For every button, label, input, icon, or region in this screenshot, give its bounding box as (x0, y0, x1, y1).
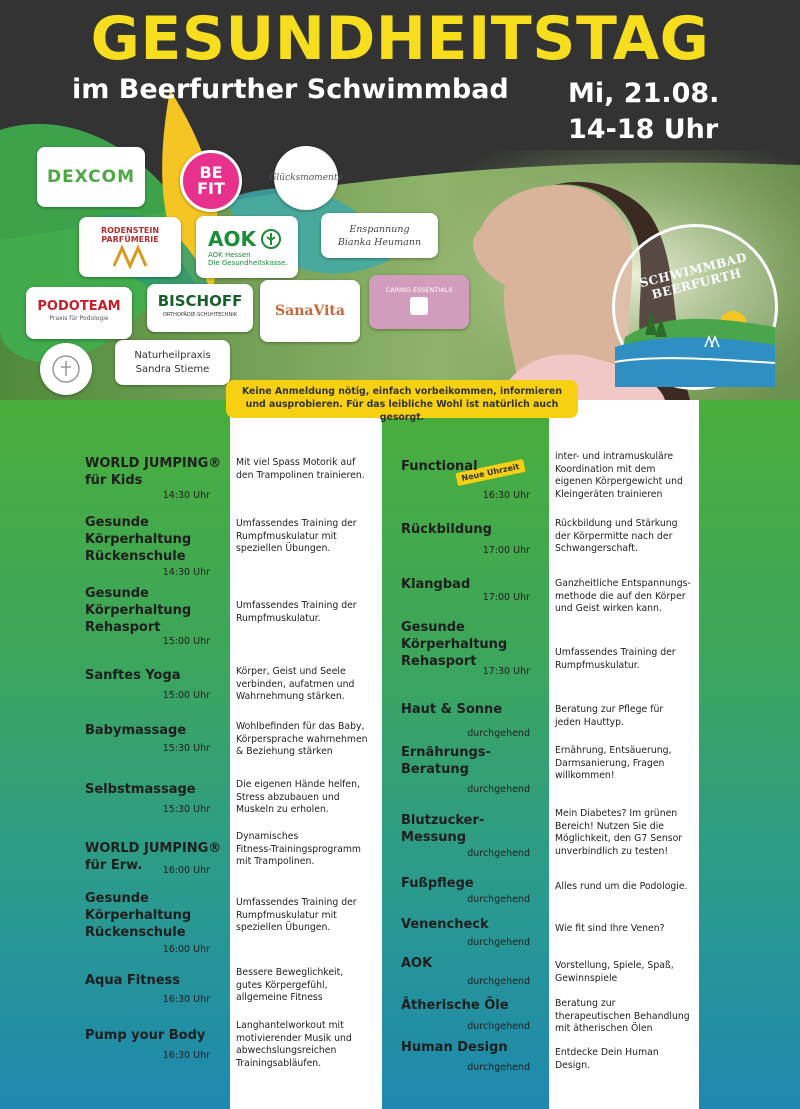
event-name (85, 585, 191, 636)
event-name-line: Körperhaltung (85, 908, 192, 923)
event-description-line: Langhantelworkout mit (236, 1020, 344, 1031)
schwimmbad-badge (612, 224, 778, 390)
schwimmbad-badge-text: SCHWIMMBAD BEERFURTH (638, 250, 749, 302)
event-name-line: Ätherische Öle (401, 998, 509, 1013)
event-name-line: Klangbad (401, 577, 471, 592)
event-time: durchgehend (467, 1062, 530, 1073)
event-description-line: Umfassendes Training der (236, 600, 357, 611)
logo-entspannung-line-1: Enspannung (349, 223, 410, 235)
event-name (401, 812, 484, 846)
event-description-line: Umfassendes Training der (236, 897, 357, 908)
event-description-line: willkommen! (555, 770, 615, 782)
event-description-line: motivierender Musik und (236, 1032, 352, 1044)
event-name-line: Haut & Sonne (401, 702, 503, 717)
event-description (555, 745, 697, 783)
event-description-line: Rückbildung und Stärkung (555, 518, 678, 529)
event-name-line: Rehasport (401, 654, 477, 669)
logo-dexcom (37, 147, 145, 207)
event-name-line: Fußpflege (401, 876, 474, 891)
logo-natur-line-2: Sandra Stieme (135, 363, 210, 375)
logo-dexcom-text: DEXCOM (46, 167, 136, 187)
event-time: 15:00 Uhr (162, 636, 210, 647)
event-description-line: Darmsanierung, Fragen (555, 757, 665, 769)
logo-befit-text-2: FIT (197, 179, 225, 198)
event-description-line: Alles rund um die Podologie. (555, 881, 688, 892)
event-description (555, 960, 697, 985)
logo-caring-essentials (369, 275, 469, 329)
event-description (236, 721, 378, 759)
logo-podoteam-small: Praxis für Podologie (49, 315, 109, 322)
event-name (401, 875, 474, 892)
event-description-line: den Trampolinen trainieren. (236, 469, 365, 481)
event-time: 15:30 Uhr (162, 743, 210, 754)
event-description-line: Rumpfmuskulatur mit (236, 530, 337, 542)
event-time: 14:30 Uhr (162, 567, 210, 578)
event-description (555, 923, 697, 936)
event-description-line: Design. (555, 1059, 591, 1071)
aok-brand-text: AOK (208, 227, 256, 251)
logo-round-small-icon (40, 343, 92, 395)
event-name (401, 576, 470, 593)
event-description-line: speziellen Übungen. (236, 543, 331, 555)
logo-gluecksmomente-text: Glücksmomente (269, 172, 343, 183)
event-name-line: Babymassage (85, 723, 187, 738)
event-name-line: Ernährungs- (401, 745, 491, 760)
event-name (85, 455, 221, 489)
event-description-line: Trainingsabläufen. (236, 1057, 322, 1069)
event-description (236, 967, 378, 1005)
event-name (401, 619, 507, 670)
logo-sanavita (260, 280, 360, 342)
event-description-line: Rumpfmuskulatur mit (236, 909, 337, 921)
event-name-line: Rückenschule (85, 549, 186, 564)
poster-subtitle: im Beerfurther Schwimmbad (72, 74, 509, 105)
event-name-line: Rückbildung (401, 522, 492, 537)
event-description-line: gutes Körpergefühl, (236, 979, 328, 991)
event-name (85, 514, 191, 565)
event-description-line: mit ätherischen Ölen (555, 1023, 653, 1035)
event-time: 17:30 Uhr (482, 666, 530, 677)
event-description-line: methode die auf den Körper (555, 590, 686, 602)
info-notice-line-2: und ausprobieren. Für das leibliche Wohl ist natürlich auch gesorgt. (245, 399, 559, 423)
event-description (236, 600, 378, 625)
event-name-line: Gesunde (85, 586, 149, 601)
event-name-line: Venencheck (401, 917, 489, 932)
event-name-line: Selbstmassage (85, 782, 196, 797)
event-description (555, 881, 697, 894)
event-description-line: Wahrnehmung stärken. (236, 691, 345, 703)
event-description (555, 704, 697, 729)
event-name (401, 955, 432, 972)
event-description-line: inter- und intramuskuläre (555, 451, 674, 462)
event-name-line: Gesunde (85, 515, 149, 530)
event-description (236, 1020, 378, 1070)
event-description-line: mit Trampolinen. (236, 856, 315, 868)
event-name-line: Gesunde (401, 620, 465, 635)
event-name (85, 781, 196, 798)
rodenstein-emblem-icon (110, 244, 150, 268)
aok-tree-icon (261, 229, 281, 249)
event-description-line: der Körpermitte nach der (555, 530, 673, 542)
logo-befit (180, 150, 242, 212)
event-time: 17:00 Uhr (482, 545, 530, 556)
event-description (555, 578, 697, 616)
event-description (236, 831, 378, 869)
event-description-line: Koordination mit dem (555, 463, 656, 475)
event-name-line: Rehasport (85, 620, 161, 635)
event-description-line: allgemeine Fitness (236, 992, 323, 1004)
event-time: 16:00 Uhr (162, 865, 210, 876)
event-description-line: Stress abzubauen und (236, 791, 340, 803)
event-description-line: Dynamisches (236, 831, 299, 842)
event-time: durchgehend (467, 937, 530, 948)
event-description (555, 1047, 697, 1072)
event-name (85, 667, 181, 684)
event-description (555, 808, 697, 858)
event-time: durchgehend (467, 894, 530, 905)
logo-caring-text: CARING ESSENTIALS (385, 286, 453, 294)
event-name (85, 972, 180, 989)
event-name-line: AOK (401, 956, 433, 971)
event-description (555, 518, 697, 556)
event-description-line: Mein Diabetes? Im grünen (555, 808, 678, 819)
event-time: 14:30 Uhr (162, 490, 210, 501)
event-name (401, 744, 491, 778)
event-description-line: speziellen Übungen. (236, 922, 331, 934)
schwimmbad-landscape-icon (615, 227, 775, 387)
info-notice (226, 380, 578, 423)
event-description-line: eigenen Körpergewicht und (555, 476, 683, 488)
event-name-line: Blutzucker- (401, 813, 485, 828)
event-description-line: therapeutischen Behandlung (555, 1010, 690, 1022)
event-name (401, 701, 502, 718)
event-description-line: Schwangerschaft. (555, 543, 638, 555)
event-name (85, 722, 186, 739)
event-name (401, 916, 489, 933)
logo-naturheilpraxis (115, 340, 230, 385)
event-name (85, 1027, 205, 1044)
event-description (555, 451, 697, 501)
event-description (236, 897, 378, 935)
event-name-line: WORLD JUMPING® (85, 841, 222, 856)
event-description-line: Muskeln zu erholen. (236, 804, 329, 816)
event-time: durchgehend (467, 728, 530, 739)
event-description-line: Körpersprache wahrnehmen (236, 733, 368, 745)
event-name-line: Gesunde (85, 891, 149, 906)
event-name-line: Rückenschule (85, 925, 186, 940)
event-description-line: Wie fit sind Ihre Venen? (555, 923, 665, 934)
event-description (555, 647, 697, 672)
event-name (85, 890, 191, 941)
logo-entspannung-line-2: Bianka Heumann (337, 236, 422, 248)
event-time: durchgehend (467, 784, 530, 795)
event-description-line: Fitness-Trainingsprogramm (236, 843, 361, 855)
event-description-line: & Beziehung stärken (236, 746, 333, 758)
aok-line-1: AOK Hessen (208, 251, 251, 259)
info-notice-line-1: Keine Anmeldung nötig, einfach vorbeikommen, informieren (241, 386, 563, 397)
logo-befit-text-1: BE (199, 163, 223, 182)
new-time-tag: Neue Uhrzeit (455, 459, 525, 486)
event-description-line: Gewinnspiele (555, 972, 618, 984)
event-date-block (568, 76, 719, 148)
aok-line-2: Die Gesundheitskasse. (208, 259, 288, 267)
poster-header (0, 0, 800, 400)
logo-podoteam (26, 287, 132, 339)
event-description-line: Bessere Beweglichkeit, (236, 967, 344, 978)
event-description-line: Kleingeräten trainieren (555, 488, 663, 500)
event-description-line: Möglichkeit, den G7 Sensor (555, 833, 683, 845)
event-name-line: für Kids (85, 473, 143, 488)
logo-podoteam-text: PODOTEAM (37, 299, 121, 314)
logo-aok (196, 216, 298, 278)
event-description-line: Entdecke Dein Human (555, 1047, 659, 1058)
event-name-line: Körperhaltung (85, 532, 192, 547)
event-time: 16:30 Uhr (162, 994, 210, 1005)
logo-sanavita-text: SanaVita (275, 303, 345, 319)
logo-natur-line-1: Naturheilpraxis (134, 349, 211, 361)
event-name-line: Pump your Body (85, 1028, 206, 1043)
event-name (401, 521, 492, 538)
event-description-line: Umfassendes Training der (236, 518, 357, 529)
event-name-line: für Erw. (85, 858, 143, 873)
event-time: 16:30 Uhr (162, 1050, 210, 1061)
event-time: 15:00 Uhr (162, 690, 210, 701)
event-name (401, 997, 509, 1014)
logo-rodenstein (79, 217, 181, 277)
event-description (555, 998, 697, 1036)
event-description-line: verbinden, aufatmen und (236, 678, 355, 690)
event-description-line: und Geist wirken kann. (555, 603, 662, 615)
event-name-line: Functional (401, 459, 478, 474)
event-description-line: Beratung zur Pflege für (555, 704, 664, 715)
event-name (401, 1039, 508, 1056)
logo-bischoff (147, 284, 253, 332)
event-name-line: Messung (401, 830, 467, 845)
event-name-line: Körperhaltung (401, 637, 508, 652)
event-description-line: Mit viel Spass Motorik auf (236, 457, 356, 468)
event-description-line: Bereich! Nutzen Sie die (555, 820, 665, 832)
event-description-line: Vorstellung, Spiele, Spaß, (555, 960, 674, 971)
logo-bischoff-text: BISCHOFF (157, 292, 243, 310)
event-description (236, 518, 378, 556)
event-time: durchgehend (467, 976, 530, 987)
event-description-line: Rumpfmuskulatur. (555, 659, 640, 671)
event-description-line: Ganzheitliche Entspannungs- (555, 578, 691, 589)
event-description-line: Rumpfmuskulatur. (236, 612, 321, 624)
event-time: 15:30 Uhr (162, 804, 210, 815)
aok-brand (208, 227, 281, 251)
event-date: Mi, 21.08. (568, 78, 720, 109)
logo-entspannung (321, 213, 438, 258)
event-description-line: Umfassendes Training der (555, 647, 676, 658)
round-logo-figure-icon (51, 354, 81, 384)
event-description-line: Wohlbefinden für das Baby, (236, 721, 365, 732)
event-time: durchgehend (467, 848, 530, 859)
event-description (236, 779, 378, 817)
event-description-line: abwechslungsreichen (236, 1045, 337, 1057)
event-name-line: Körperhaltung (85, 603, 192, 618)
event-description-line: Beratung zur (555, 998, 616, 1009)
logo-rodenstein-text: RODENSTEIN PARFÜMERIE (100, 226, 160, 244)
event-description (236, 666, 378, 704)
logo-gluecksmomente (269, 146, 343, 210)
event-name-line: Aqua Fitness (85, 973, 181, 988)
event-name-line: Beratung (401, 762, 469, 777)
logo-bischoff-small: ORTHOPÄDIE-SCHUHTECHNIK (162, 312, 237, 318)
event-description-line: Die eigenen Hände helfen, (236, 779, 360, 790)
event-time: durchgehend (467, 1021, 530, 1032)
event-name (401, 458, 478, 475)
event-name-line: Human Design (401, 1040, 508, 1055)
event-description-line: Ernährung, Entsäuerung, (555, 745, 672, 756)
event-time: 16:30 Uhr (482, 490, 530, 501)
event-time: 16:00 Uhr (162, 944, 210, 955)
event-name-line: WORLD JUMPING® (85, 456, 222, 471)
event-time: 14-18 Uhr (568, 114, 719, 145)
event-name-line: Sanftes Yoga (85, 668, 181, 683)
caring-cross-icon (410, 297, 428, 315)
poster-title: GESUNDHEITSTAG (90, 4, 710, 74)
event-description (236, 457, 378, 482)
event-description-line: Körper, Geist und Seele (236, 666, 346, 677)
event-time: 17:00 Uhr (482, 592, 530, 603)
event-description-line: unverbindlich zu testen! (555, 845, 669, 857)
event-description-line: jeden Hauttyp. (555, 716, 625, 728)
